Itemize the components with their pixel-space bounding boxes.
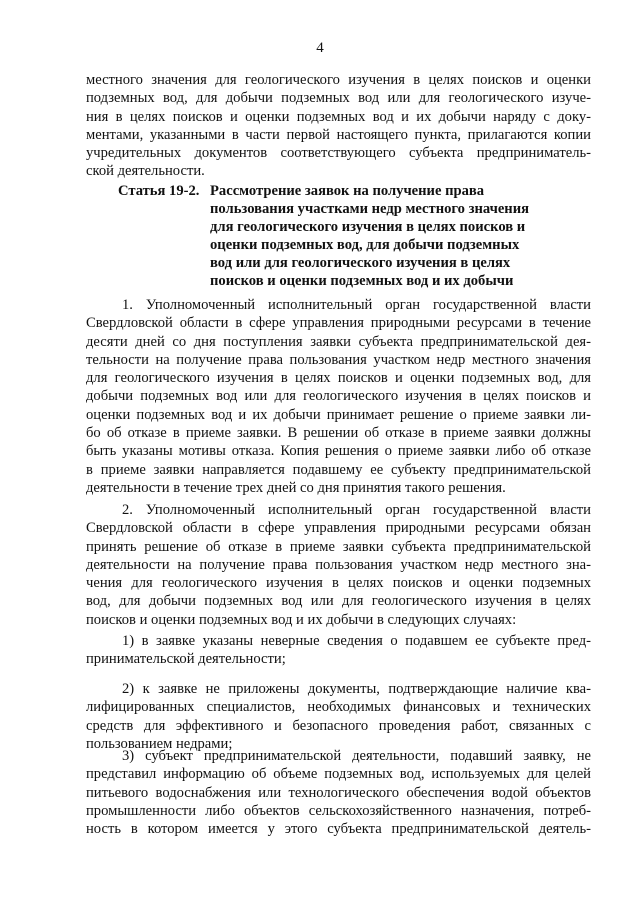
text-line: представил информацию об объеме подземных вод, используемых для целей	[86, 766, 591, 783]
paragraph-1	[86, 296, 591, 497]
text-line: вод, для добычи подземных вод или для геологического изучения в целях	[86, 593, 591, 610]
text-line: учредительных документов соответствующего субъекта предприниматель-	[86, 145, 591, 162]
article-title-line: вод или для геологического изучения в целях	[210, 255, 511, 271]
article-title-line: пользования участками недр местного значения	[210, 201, 530, 217]
text-line: принять решение об отказе в приеме заявки субъекта предпринимательской	[86, 538, 591, 555]
text-line: 1) в заявке указаны неверные сведения о подавшем ее субъекте пред-	[122, 633, 591, 649]
text-line: 2) к заявке не приложены документы, подтверждающие наличие ква-	[122, 681, 591, 697]
text-line: для геологического изучения в целях поисков и оценки подземных вод, для	[86, 370, 591, 387]
text-line: принимательской деятельности;	[86, 651, 286, 668]
text-line: чения для геологического изучения в целях поисков и оценки подземных	[86, 575, 591, 592]
list-item-1	[86, 632, 591, 669]
text-line: промышленности либо объектов сельскохозяйственного назначения, потреб-	[86, 802, 591, 819]
text-line: бо об отказе в приеме заявки. В решении об отказе в приеме заявки должны	[86, 425, 591, 442]
text-line: десяти дней со дня поступления заявки субъекта предпринимательской дея-	[86, 333, 591, 350]
continuation-paragraph	[86, 71, 591, 181]
text-line: средств для эффективного и безопасного проведения работ, связанных с	[86, 717, 591, 734]
text-line: 2. Уполномоченный исполнительный орган государственной власти	[122, 502, 591, 518]
text-line: ность в котором имеется у этого субъекта предпринимательской деятель-	[86, 821, 591, 838]
paragraph-2	[86, 501, 591, 629]
article-title-line: Рассмотрение заявок на получение права	[210, 183, 485, 199]
article-label: Статья 19-2.	[118, 183, 200, 199]
text-line: быть указаны мотивы отказа. Копия решения о приеме заявки либо об отказе	[86, 443, 591, 460]
text-line: в приеме заявки направляется подавшему ее субъекту предпринимательской	[86, 461, 591, 478]
text-line: местного значения для геологического изучения в целях поисков и оценки	[86, 72, 591, 88]
text-line: питьевого водоснабжения или технологического обеспечения водой объектов	[86, 784, 591, 801]
text-line: деятельности в течение трех дней со дня принятия такого решения.	[86, 479, 506, 496]
text-line: поисков и оценки подземных вод и их добычи в следующих случаях:	[86, 611, 517, 628]
article-title	[210, 182, 540, 290]
text-line: добычи подземных вод или для геологического изучения в целях поисков и	[86, 388, 591, 405]
text-line: Свердловской области в сфере управления природными ресурсами в течение	[86, 315, 591, 332]
list-item-3	[86, 747, 591, 838]
text-line: деятельности на получение права пользования участком недр местного зна-	[86, 556, 591, 573]
text-line: ментами, указанными в части первой настоящего пункта, прилагаются копии	[86, 126, 591, 143]
article-title-line: для геологического изучения в целях поисков и	[210, 219, 526, 235]
text-line: Свердловской области в сфере управления природными ресурсами обязан	[86, 520, 591, 537]
article-title-line: оценки подземных вод, для добычи подземных	[210, 237, 520, 253]
text-line: ской деятельности.	[86, 163, 205, 180]
text-line: лифицированных специалистов, необходимых финансовых и технических	[86, 699, 591, 716]
text-line: оценки подземных вод и их добычи принимает решение о приеме заявки ли-	[86, 406, 591, 423]
text-line: пользованием недрами;	[86, 735, 233, 752]
list-item-2	[86, 680, 591, 753]
article-title-line: поисков и оценки подземных вод и их добычи	[210, 273, 514, 289]
text-line: 3) субъект предпринимательской деятельности, подавший заявку, не	[122, 748, 591, 764]
page-number: 4	[316, 40, 324, 56]
text-line: подземных вод, для добычи подземных вод или для геологического изуче-	[86, 90, 591, 107]
text-line: тельности на получение права пользования участком недр местного значения	[86, 351, 591, 368]
text-line: 1. Уполномоченный исполнительный орган государственной власти	[122, 297, 591, 313]
text-line: ния в целях поисков и оценки подземных вод и их добычи наряду с доку-	[86, 108, 591, 125]
